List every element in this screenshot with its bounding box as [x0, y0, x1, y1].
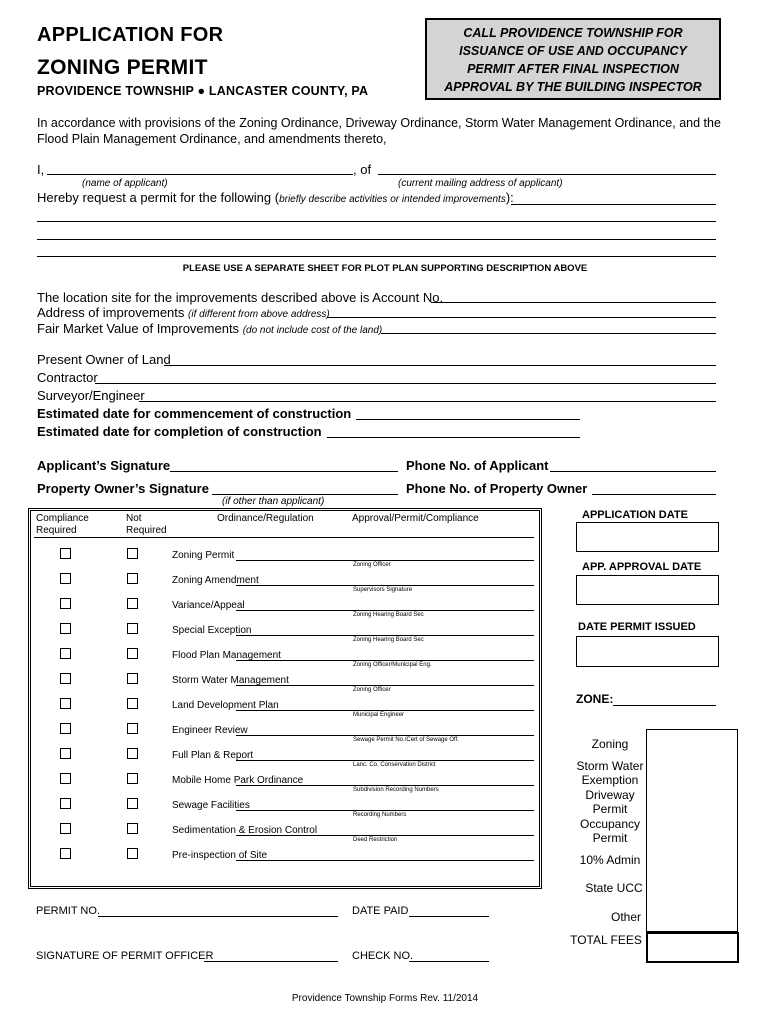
value-hint: (do not include cost of the land): [242, 325, 383, 336]
compliance-required-checkbox[interactable]: [60, 673, 71, 684]
fee-storm-water: Storm Water Exemption: [576, 759, 644, 787]
address-label-text: Address of improvements: [37, 305, 185, 320]
request-field-3[interactable]: [37, 239, 716, 240]
market-value-field[interactable]: [381, 333, 716, 334]
request-field-1[interactable]: [511, 204, 716, 205]
address-hint: (current mailing address of applicant): [398, 178, 563, 189]
col-header-text: Not: [126, 513, 142, 524]
permit-no-field[interactable]: [98, 916, 338, 917]
account-label: The location site for the improvements described above is Account No.: [37, 290, 444, 305]
applicant-signature-label: Applicant’s Signature: [37, 458, 171, 473]
applicant-address-field[interactable]: [378, 174, 716, 175]
application-date-field[interactable]: [576, 522, 719, 552]
date-paid-field[interactable]: [409, 916, 489, 917]
completion-date-field[interactable]: [327, 437, 580, 438]
ordinance-label: Engineer Review: [172, 725, 248, 736]
owner-signature-field[interactable]: [212, 494, 398, 495]
commence-date-field[interactable]: [356, 419, 580, 420]
form-title-line1: APPLICATION FOR: [37, 24, 224, 46]
approval-field[interactable]: [236, 735, 534, 736]
approval-field[interactable]: [236, 660, 534, 661]
owner-phone-field[interactable]: [592, 494, 716, 495]
date-issued-label: DATE PERMIT ISSUED: [578, 621, 696, 633]
approver-caption: Recording Numbers: [353, 812, 407, 818]
fee-admin: 10% Admin: [579, 853, 641, 867]
ordinance-label: Full Plan & Report: [172, 750, 254, 761]
commence-label: Estimated date for commencement of construction: [37, 406, 352, 421]
improvements-address-label: [37, 305, 330, 320]
not-required-checkbox[interactable]: [127, 673, 138, 684]
not-required-checkbox[interactable]: [127, 798, 138, 809]
approver-caption: Zoning Hearing Board Sec: [353, 612, 424, 618]
ordinance-label: Storm Water Management: [172, 675, 289, 686]
approver-caption: Lanc. Co. Conservation District: [353, 762, 436, 768]
of-label: , of: [353, 162, 372, 177]
form-revision-footer: Providence Township Forms Rev. 11/2014: [291, 993, 479, 1004]
form-subtitle: PROVIDENCE TOWNSHIP ● LANCASTER COUNTY, PA: [37, 84, 369, 98]
request-label-text: Hereby request a permit for the following (: [37, 190, 280, 205]
not-required-checkbox[interactable]: [127, 698, 138, 709]
ordinance-label: Sewage Facilities: [172, 800, 250, 811]
approval-field[interactable]: [236, 635, 534, 636]
approver-caption: Zoning Hearing Board Sec: [353, 637, 424, 643]
owner-phone-label: Phone No. of Property Owner: [406, 481, 588, 496]
ordinance-label: Special Exception: [172, 625, 252, 636]
not-required-checkbox[interactable]: [127, 573, 138, 584]
approval-field[interactable]: [236, 785, 534, 786]
name-hint: (name of applicant): [82, 178, 168, 189]
request-field-2[interactable]: [37, 221, 716, 222]
date-issued-field[interactable]: [576, 636, 719, 667]
approver-caption: Zoning Officer: [353, 687, 391, 693]
owner-signature-label: Property Owner’s Signature: [37, 481, 209, 496]
request-label-end: ):: [505, 190, 514, 205]
compliance-required-checkbox[interactable]: [60, 823, 71, 834]
applicant-signature-field[interactable]: [170, 471, 398, 472]
ordinance-label: Zoning Permit: [172, 550, 235, 561]
ordinance-label: Sedimentation & Erosion Control: [172, 825, 318, 836]
not-required-checkbox[interactable]: [127, 623, 138, 634]
not-required-checkbox[interactable]: [127, 598, 138, 609]
approver-caption: Deed Restriction: [353, 837, 398, 843]
compliance-required-checkbox[interactable]: [60, 548, 71, 559]
request-label: [37, 190, 514, 205]
approver-caption: Municipal Engineer: [353, 712, 405, 718]
approval-field[interactable]: [236, 560, 534, 561]
compliance-required-checkbox[interactable]: [60, 773, 71, 784]
zone-label: ZONE:: [576, 692, 614, 706]
not-required-checkbox[interactable]: [127, 748, 138, 759]
approval-field[interactable]: [236, 835, 534, 836]
ordinance-label: Zoning Amendment: [172, 575, 259, 586]
approver-caption: Zoning Officer/Municipal Eng.: [353, 662, 432, 668]
approver-caption: Supervisors Signature: [353, 587, 413, 593]
notice-line: CALL PROVIDENCE TOWNSHIP FOR: [463, 26, 683, 40]
applicant-name-field[interactable]: [47, 174, 353, 175]
fee-zoning: Zoning: [591, 737, 629, 751]
col-not-required: [126, 513, 167, 537]
col-header-text: Required: [126, 525, 167, 536]
not-required-checkbox[interactable]: [127, 548, 138, 559]
col-approval: Approval/Permit/Compliance: [352, 513, 479, 524]
col-header-text: Compliance: [36, 513, 89, 524]
approval-field[interactable]: [236, 710, 534, 711]
zone-field[interactable]: [613, 705, 716, 706]
compliance-required-checkbox[interactable]: [60, 698, 71, 709]
col-header-text: Required: [36, 525, 77, 536]
col-ordinance: Ordinance/Regulation: [217, 513, 314, 524]
not-required-checkbox[interactable]: [127, 773, 138, 784]
compliance-required-checkbox[interactable]: [60, 723, 71, 734]
owner-label: Present Owner of Land: [37, 352, 171, 367]
plot-plan-note: PLEASE USE A SEPARATE SHEET FOR PLOT PLAN SUPPORTING DESCRIPTION ABOVE: [182, 263, 588, 274]
approval-field[interactable]: [236, 685, 534, 686]
not-required-checkbox[interactable]: [127, 648, 138, 659]
col-compliance-required: [36, 513, 89, 537]
table-header-rule: [34, 537, 534, 538]
compliance-required-checkbox[interactable]: [60, 623, 71, 634]
approver-caption: Zoning Officer: [353, 562, 391, 568]
approval-date-label: APP. APPROVAL DATE: [582, 561, 702, 573]
ordinance-label: Flood Plan Management: [172, 650, 281, 661]
applicant-phone-field[interactable]: [550, 471, 716, 472]
contractor-field[interactable]: [95, 383, 716, 384]
improvements-address-field[interactable]: [327, 317, 716, 318]
not-required-checkbox[interactable]: [127, 848, 138, 859]
compliance-required-checkbox[interactable]: [60, 748, 71, 759]
address-hint: (if different from above address): [188, 309, 330, 320]
total-fees-field[interactable]: [646, 932, 739, 963]
check-no-label: CHECK NO.: [352, 950, 414, 962]
request-field-4[interactable]: [37, 256, 716, 257]
compliance-required-checkbox[interactable]: [60, 648, 71, 659]
ordinance-label: Variance/Appeal: [172, 600, 245, 611]
fee-driveway: Driveway Permit: [585, 788, 635, 816]
i-label: I,: [37, 162, 45, 177]
approval-field[interactable]: [236, 585, 534, 586]
owner-field[interactable]: [164, 365, 716, 366]
approval-field[interactable]: [236, 610, 534, 611]
ordinance-label: Pre-inspection of Site: [172, 850, 268, 861]
notice-line: PERMIT AFTER FINAL INSPECTION: [467, 62, 679, 76]
owner-hint: (if other than applicant): [222, 496, 325, 507]
ordinance-label: Land Development Plan: [172, 700, 279, 711]
total-fees-label: TOTAL FEES: [570, 933, 642, 947]
completion-label: Estimated date for completion of construction: [37, 424, 322, 439]
intro-line-2: Flood Plain Management Ordinance, and amendments thereto,: [37, 132, 387, 146]
permit-no-label: PERMIT NO.: [36, 905, 100, 917]
approval-date-field[interactable]: [576, 575, 719, 605]
approval-field[interactable]: [236, 760, 534, 761]
account-no-field[interactable]: [431, 302, 716, 303]
not-required-checkbox[interactable]: [127, 823, 138, 834]
surveyor-label: Surveyor/Engineer: [37, 388, 145, 403]
contractor-label: Contractor: [37, 370, 98, 385]
approver-caption: Subdivision Recording Numbers: [353, 787, 439, 793]
fees-box[interactable]: [646, 729, 738, 932]
approver-caption: Sewage Permit No./Cert of Sewage Off.: [353, 737, 459, 743]
officer-signature-label: SIGNATURE OF PERMIT OFFICER: [36, 950, 214, 962]
request-hint: briefly describe activities or intended improvements: [279, 194, 506, 205]
officer-signature-field[interactable]: [204, 961, 338, 962]
compliance-required-checkbox[interactable]: [60, 798, 71, 809]
notice-line: ISSUANCE OF USE AND OCCUPANCY: [459, 44, 687, 58]
notice-line: APPROVAL BY THE BUILDING INSPECTOR: [444, 80, 702, 94]
compliance-required-checkbox[interactable]: [60, 848, 71, 859]
form-title-line2: ZONING PERMIT: [37, 56, 208, 79]
approval-field[interactable]: [236, 810, 534, 811]
not-required-checkbox[interactable]: [127, 723, 138, 734]
compliance-required-checkbox[interactable]: [60, 598, 71, 609]
market-value-label: [37, 321, 382, 336]
call-township-notice: [425, 18, 721, 100]
ordinance-label: Mobile Home Park Ordinance: [172, 775, 304, 786]
check-no-field[interactable]: [409, 961, 489, 962]
fee-occupancy: Occupancy Permit: [579, 817, 641, 845]
compliance-required-checkbox[interactable]: [60, 573, 71, 584]
surveyor-field[interactable]: [139, 401, 716, 402]
approval-field[interactable]: [236, 860, 534, 861]
fee-state-ucc: State UCC: [585, 881, 643, 895]
value-label-text: Fair Market Value of Improvements: [37, 321, 240, 336]
fee-other: Other: [610, 910, 641, 924]
applicant-phone-label: Phone No. of Applicant: [406, 458, 549, 473]
intro-line-1: In accordance with provisions of the Zoning Ordinance, Driveway Ordinance, Storm Water Management Ordinance, and the: [37, 116, 721, 130]
application-date-label: APPLICATION DATE: [582, 509, 688, 521]
date-paid-label: DATE PAID: [352, 905, 409, 917]
